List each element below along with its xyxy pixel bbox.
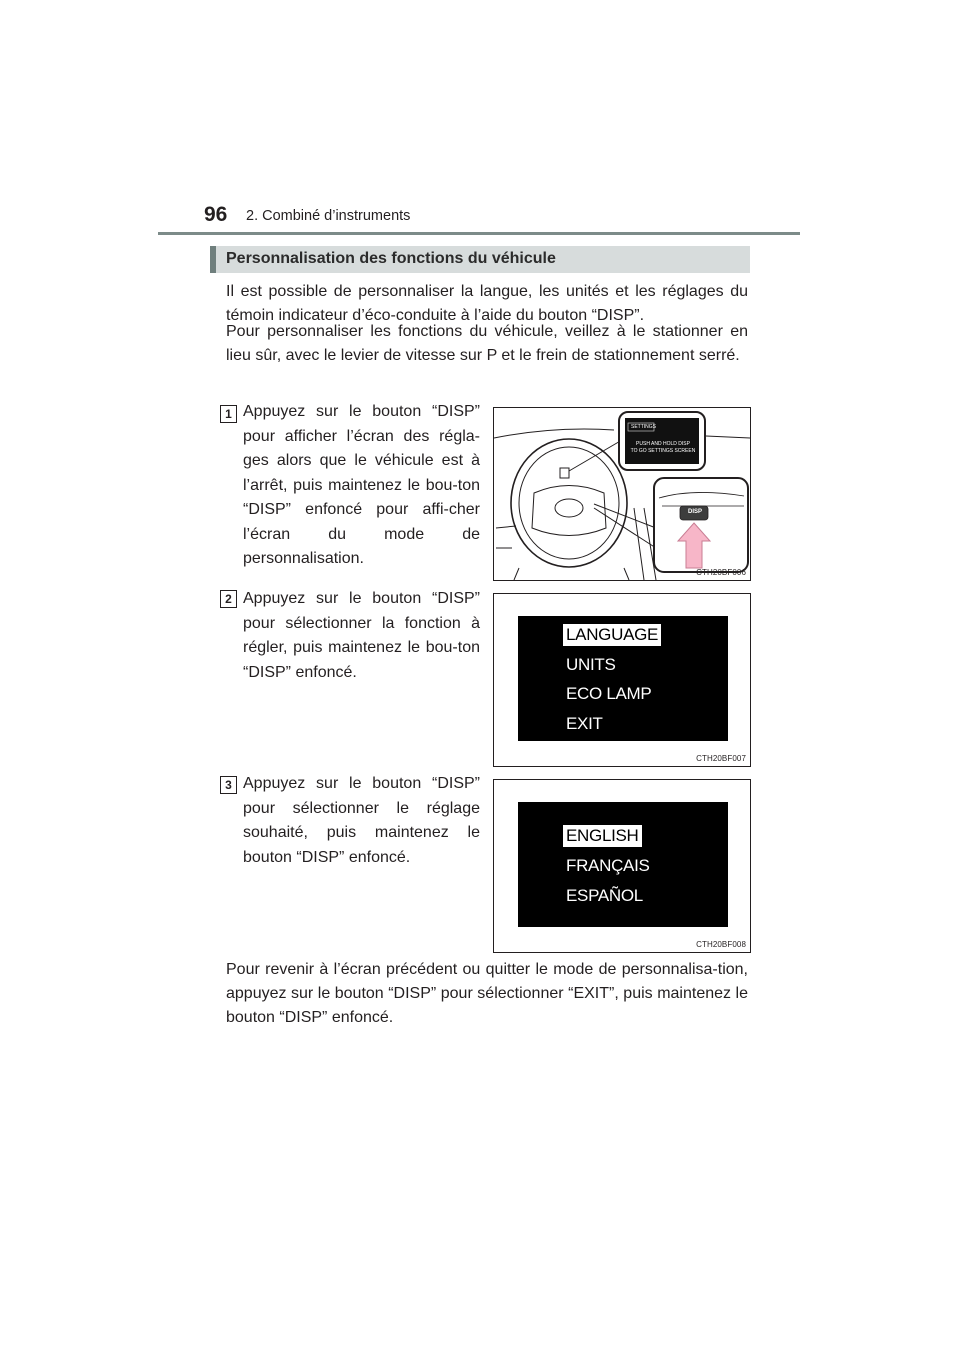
intro-paragraph-2: Pour personnaliser les fonctions du véhicule, veillez à le stationner en lieu sûr, avec le levier de vitesse sur P et le frein de stationnement serré. — [226, 323, 748, 364]
page-number: 96 — [204, 203, 228, 226]
callout-line-1: PUSH AND HOLD DISP — [636, 441, 690, 447]
section-title: Personnalisation des fonctions du véhicule — [226, 250, 556, 267]
menu-item-exit: EXIT — [566, 714, 603, 733]
callout-line-2: TO GO SETTINGS SCREEN — [630, 448, 696, 454]
callout-instruction — [627, 441, 699, 455]
figure-code: CTH20BF007 — [696, 754, 746, 763]
menu-item-english: ENGLISH — [563, 825, 642, 847]
figure-language-menu — [493, 779, 751, 953]
figure-steering-wheel — [493, 407, 751, 581]
menu-item-espanol: ESPAÑOL — [566, 886, 643, 905]
menu-item-units: UNITS — [566, 655, 616, 674]
callout-settings-label: SETTINGS — [631, 424, 657, 430]
steering-wheel-illustration — [494, 408, 750, 580]
figure-function-menu — [493, 593, 751, 767]
chapter-title: 2. Combiné d’instruments — [246, 208, 411, 224]
step-number-3: 3 — [220, 776, 237, 794]
disp-button-label: DISP — [687, 509, 702, 515]
section-header — [210, 246, 750, 273]
display-screen — [518, 616, 728, 741]
step-text-3: Appuyez sur le bouton “DISP” pour sélectionner le réglage souhaité, puis maintenez le bouton “DISP” enfoncé. — [243, 775, 480, 866]
menu-item-language: LANGUAGE — [563, 624, 661, 646]
step-text-1: Appuyez sur le bouton “DISP” pour afficher l’écran des régla-ges alors que le véhicule est à l’arrêt, puis maintenez le bou-ton “DISP” enfoncé pour affi-cher l’écran du mode de personnalisation. — [243, 403, 480, 567]
step-number-2: 2 — [220, 590, 237, 608]
menu-item-eco-lamp: ECO LAMP — [566, 684, 652, 703]
step-number-1: 1 — [220, 405, 237, 423]
header-rule — [158, 232, 800, 235]
figure-code: CTH20BF008 — [696, 940, 746, 949]
figure-code: CTH20BF006 — [696, 568, 746, 577]
menu-item-francais: FRANÇAIS — [566, 856, 650, 875]
display-screen — [518, 802, 728, 927]
intro-paragraph-1: Il est possible de personnaliser la langue, les unités et les réglages du témoin indicateur d’éco-conduite à l’aide du bouton “DISP”. — [226, 283, 748, 324]
outro-paragraph: Pour revenir à l’écran précédent ou quitter le mode de personnalisa-tion, appuyez sur le bouton “DISP” pour sélectionner “EXIT”, puis maintenez le bouton “DISP” enfoncé. — [226, 961, 748, 1026]
step-text-2: Appuyez sur le bouton “DISP” pour sélectionner la fonction à régler, puis maintenez le bou-ton “DISP” enfoncé. — [243, 590, 480, 681]
